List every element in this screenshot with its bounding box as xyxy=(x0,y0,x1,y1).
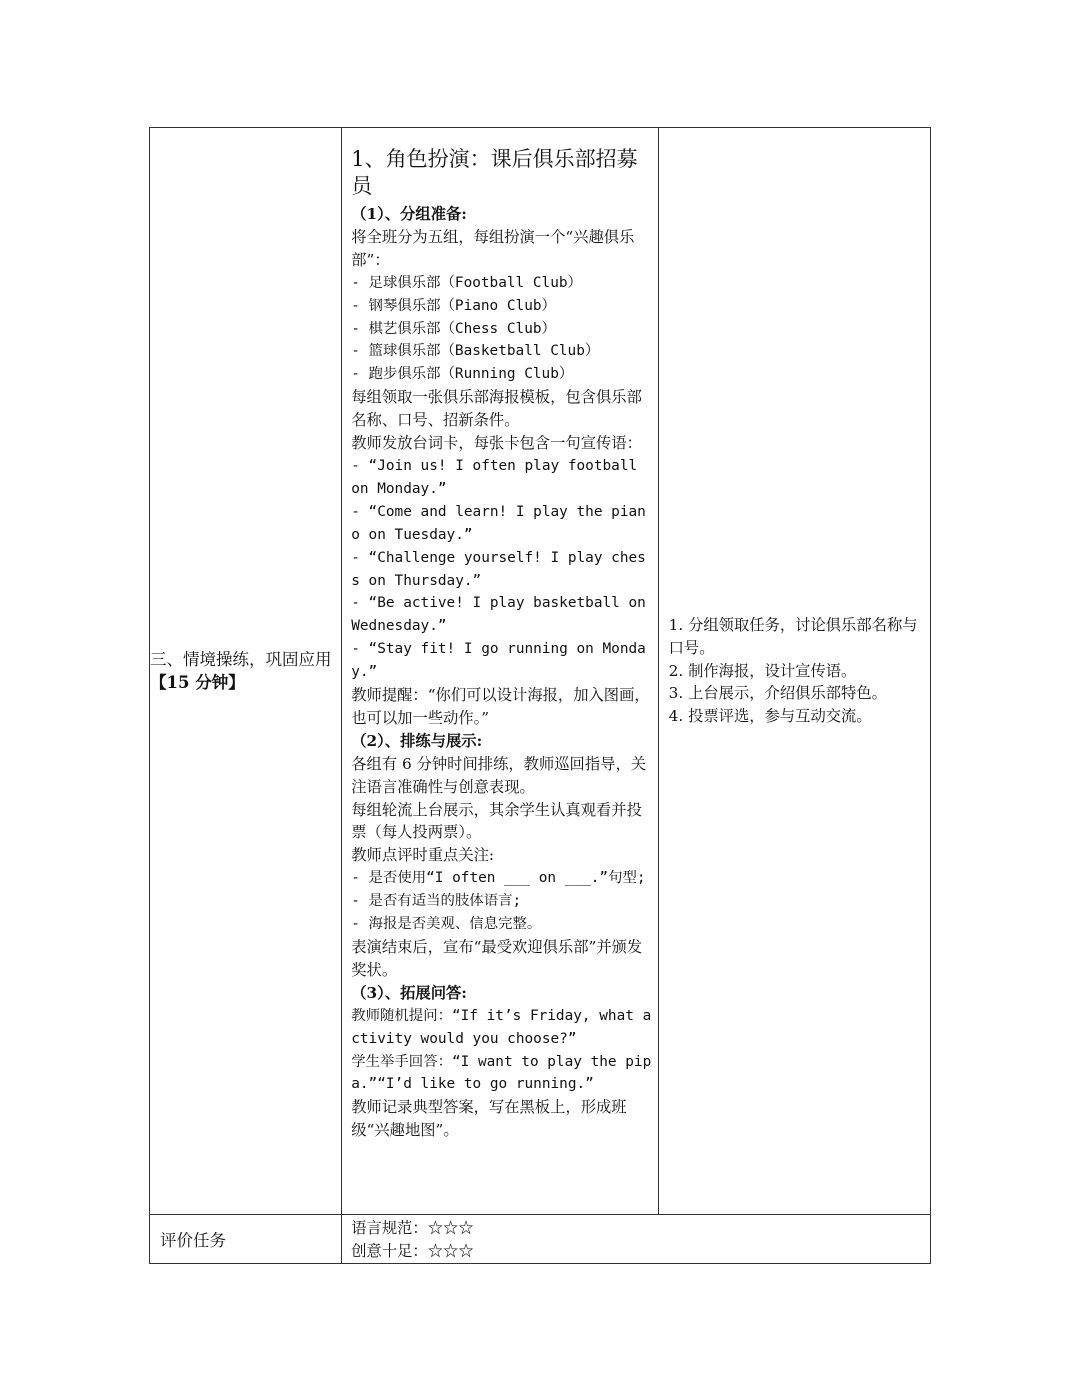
activity-line: 教师随机提问：“If it’s Friday, what activity would you choose?” xyxy=(351,1007,652,1047)
activity-line: - 篮球俱乐部（Basketball Club） xyxy=(351,343,600,360)
activity-line: - “Come and learn! I play the piano on Tuesday.” xyxy=(351,503,646,543)
activity-line: - 棋艺俱乐部（Chess Club） xyxy=(351,320,556,337)
student-activity-item: 2. 制作海报，设计宣传语。 xyxy=(668,661,857,680)
activity-line: 教师提醒：“你们可以设计海报，加入图画，也可以加一些动作。” xyxy=(351,686,650,727)
stage-time: 【15 分钟】 xyxy=(150,673,245,692)
activity-line: 每组领取一张俱乐部海报模板，包含俱乐部名称、口号、招新条件。 xyxy=(351,388,642,430)
activity-subheading: （2）、排练与展示: xyxy=(351,731,483,750)
evaluation-item: 创意十足：☆☆☆ xyxy=(351,1242,474,1260)
activity-line: - 是否使用“I often ___ on ___.”句型; xyxy=(351,870,646,887)
activity-line: 教师记录典型答案，写在黑板上，形成班级“兴趣地图”。 xyxy=(351,1098,627,1140)
student-activity-item: 3. 上台展示，介绍俱乐部特色。 xyxy=(668,684,887,703)
student-activity-cell xyxy=(658,128,930,1215)
student-activity-list xyxy=(669,614,920,729)
activity-subheading: （1）、分组准备: xyxy=(351,205,467,223)
activity-line: 教师点评时重点关注: xyxy=(351,846,495,865)
evaluation-items xyxy=(351,1217,921,1263)
student-activity-item: 1. 分组领取任务，讨论俱乐部名称与口号。 xyxy=(668,615,918,657)
activity-lines xyxy=(351,203,655,1142)
evaluation-item: 语言规范：☆☆☆ xyxy=(351,1219,474,1237)
activity-line: - 是否有适当的肢体语言; xyxy=(351,893,522,910)
activity-line: - 跑步俱乐部（Running Club） xyxy=(351,366,574,383)
activity-line: 学生举手回答：“I want to play the pipa.”“I’d like to go running.” xyxy=(351,1053,652,1093)
activity-line: 教师发放台词卡，每张卡包含一句宣传语： xyxy=(351,434,642,453)
activity-line: - “Challenge yourself! I play chess on Thursday.” xyxy=(351,549,646,589)
evaluation-row xyxy=(150,1215,931,1264)
evaluation-label: 评价任务 xyxy=(160,1231,226,1250)
activity-line: - “Be active! I play basketball on Wednesday.” xyxy=(351,595,655,635)
stage-label-text: 三、情境操练，巩固应用 xyxy=(150,650,332,669)
activity-title: 1、角色扮演：课后俱乐部招募员 xyxy=(351,147,638,198)
stage-row xyxy=(150,128,931,1215)
activity-subheading: （3）、拓展问答: xyxy=(351,983,467,1002)
activity-line: 各组有 6 分钟时间排练，教师巡回指导，关注语言准确性与创意表现。 xyxy=(351,754,647,796)
activity-line: 将全班分为五组，每组扮演一个“兴趣俱乐部”： xyxy=(351,227,635,269)
lesson-plan-table xyxy=(149,127,931,1264)
activity-line: - 足球俱乐部（Football Club） xyxy=(351,274,582,291)
teacher-activity-cell xyxy=(342,128,658,1215)
stage-label-cell xyxy=(150,128,342,1215)
activity-line: - 海报是否美观、信息完整。 xyxy=(351,916,542,933)
evaluation-items-cell xyxy=(342,1215,931,1264)
student-activity-item: 4. 投票评选，参与互动交流。 xyxy=(668,707,872,726)
evaluation-label-cell xyxy=(150,1215,342,1264)
activity-line: - 钢琴俱乐部（Piano Club） xyxy=(351,297,556,314)
activity-line: - “Stay fit! I go running on Monday.” xyxy=(351,641,646,681)
activity-line: 表演结束后，宣布“最受欢迎俱乐部”并颁发奖状。 xyxy=(351,938,643,979)
activity-line: - “Join us! I often play football on Monday.” xyxy=(351,457,646,497)
activity-line: 每组轮流上台展示，其余学生认真观看并投票（每人投两票）。 xyxy=(351,800,642,842)
